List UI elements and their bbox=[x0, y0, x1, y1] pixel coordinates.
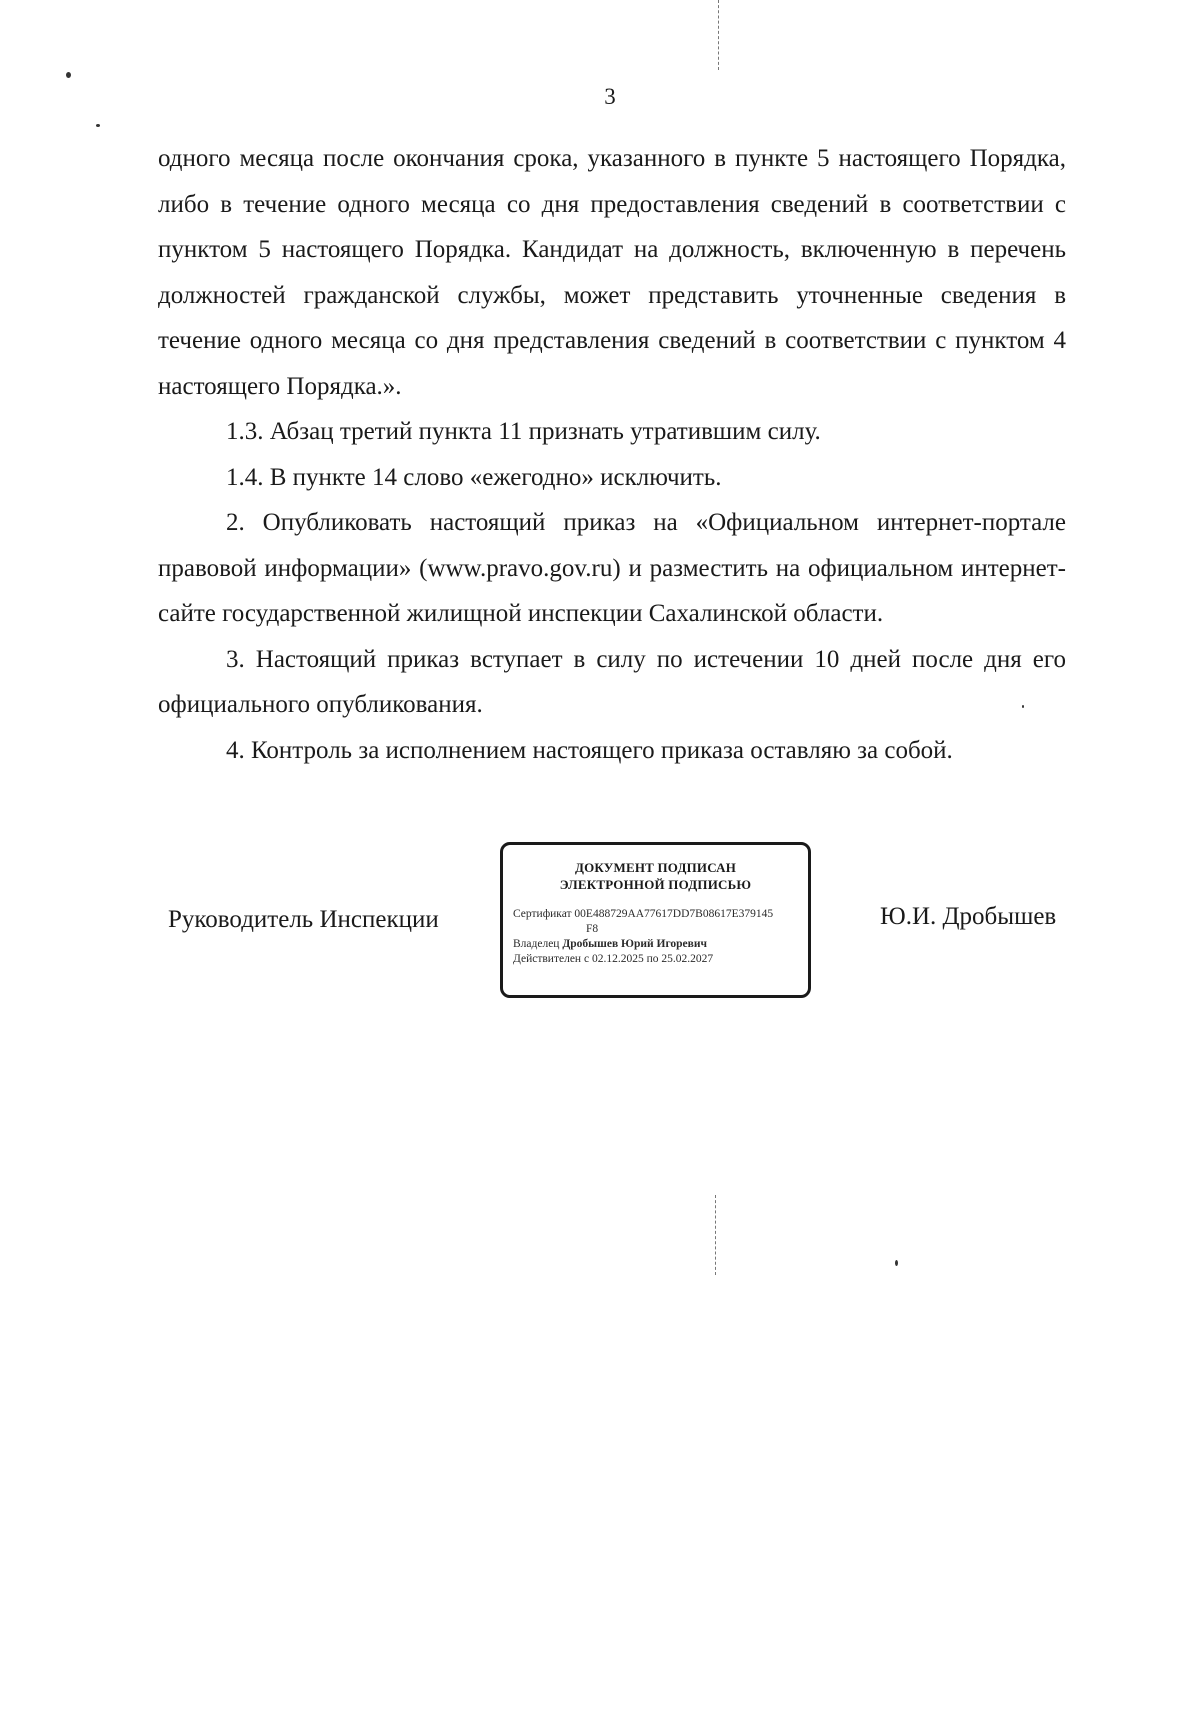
paragraph-clause-1-4: 1.4. В пункте 14 слово «ежегодно» исключить. bbox=[226, 463, 722, 491]
electronic-signature-stamp bbox=[500, 842, 811, 998]
scan-fold-line bbox=[718, 0, 719, 70]
stamp-certificate-value: 00E488729AA77617DD7B08617E379145 bbox=[574, 908, 774, 920]
signatory-name: Ю.И. Дробышев bbox=[880, 903, 1057, 930]
stamp-heading-line-1: ДОКУМЕНТ ПОДПИСАН bbox=[574, 860, 737, 875]
stamp-certificate-row bbox=[513, 907, 798, 922]
paragraph-clause-1-3: 1.3. Абзац третий пункта 11 признать утратившим силу. bbox=[226, 418, 821, 445]
scan-speck bbox=[66, 72, 71, 78]
document-body bbox=[158, 136, 1066, 773]
signatory-title: Руководитель Инспекции bbox=[168, 906, 439, 933]
stamp-owner-row bbox=[513, 937, 798, 952]
stamp-owner-value: Дробышев Юрий Игоревич bbox=[562, 938, 707, 950]
scan-speck bbox=[96, 124, 100, 127]
paragraph-clause-4: 4. Контроль за исполнением настоящего приказа оставляю за собой. bbox=[226, 736, 953, 764]
paragraph-clause-3: 3. Настоящий приказ вступает в силу по истечении 10 дней после дня его официального опубликования. bbox=[158, 645, 1066, 718]
stamp-certificate-label: Сертификат bbox=[513, 908, 572, 920]
scan-fold-line bbox=[715, 1195, 716, 1275]
scan-speck bbox=[895, 1260, 898, 1266]
stamp-certificate-value-tail: F8 bbox=[586, 923, 599, 935]
stamp-heading-line-2: ЭЛЕКТРОННОЙ ПОДПИСЬЮ bbox=[559, 877, 752, 892]
paragraph-clause-2: 2. Опубликовать настоящий приказ на «Официальном интернет-портале правовой информации» (www.pravo.gov.ru) и разместить на официальном интернет-сайте государственной жилищной инспекции Сахалинской области. bbox=[158, 509, 1066, 627]
paragraph-continuation: одного месяца после окончания срока, указанного в пункте 5 настоящего Порядка, либо в течение одного месяца со дня предоставления сведений в соответствии с пунктом 5 настоящего Порядка. Кандидат на должность, включенную в перечень должностей гражданской службы, может представить уточненные сведения в течение одного месяца со дня представления сведений в соответствии с пунктом 4 настоящего Порядка.». bbox=[158, 145, 1066, 400]
stamp-validity: Действителен с 02.12.2025 по 25.02.2027 bbox=[513, 953, 714, 965]
page-number: 3 bbox=[604, 84, 616, 109]
scan-speck bbox=[1022, 705, 1024, 708]
stamp-owner-label: Владелец bbox=[513, 938, 560, 950]
